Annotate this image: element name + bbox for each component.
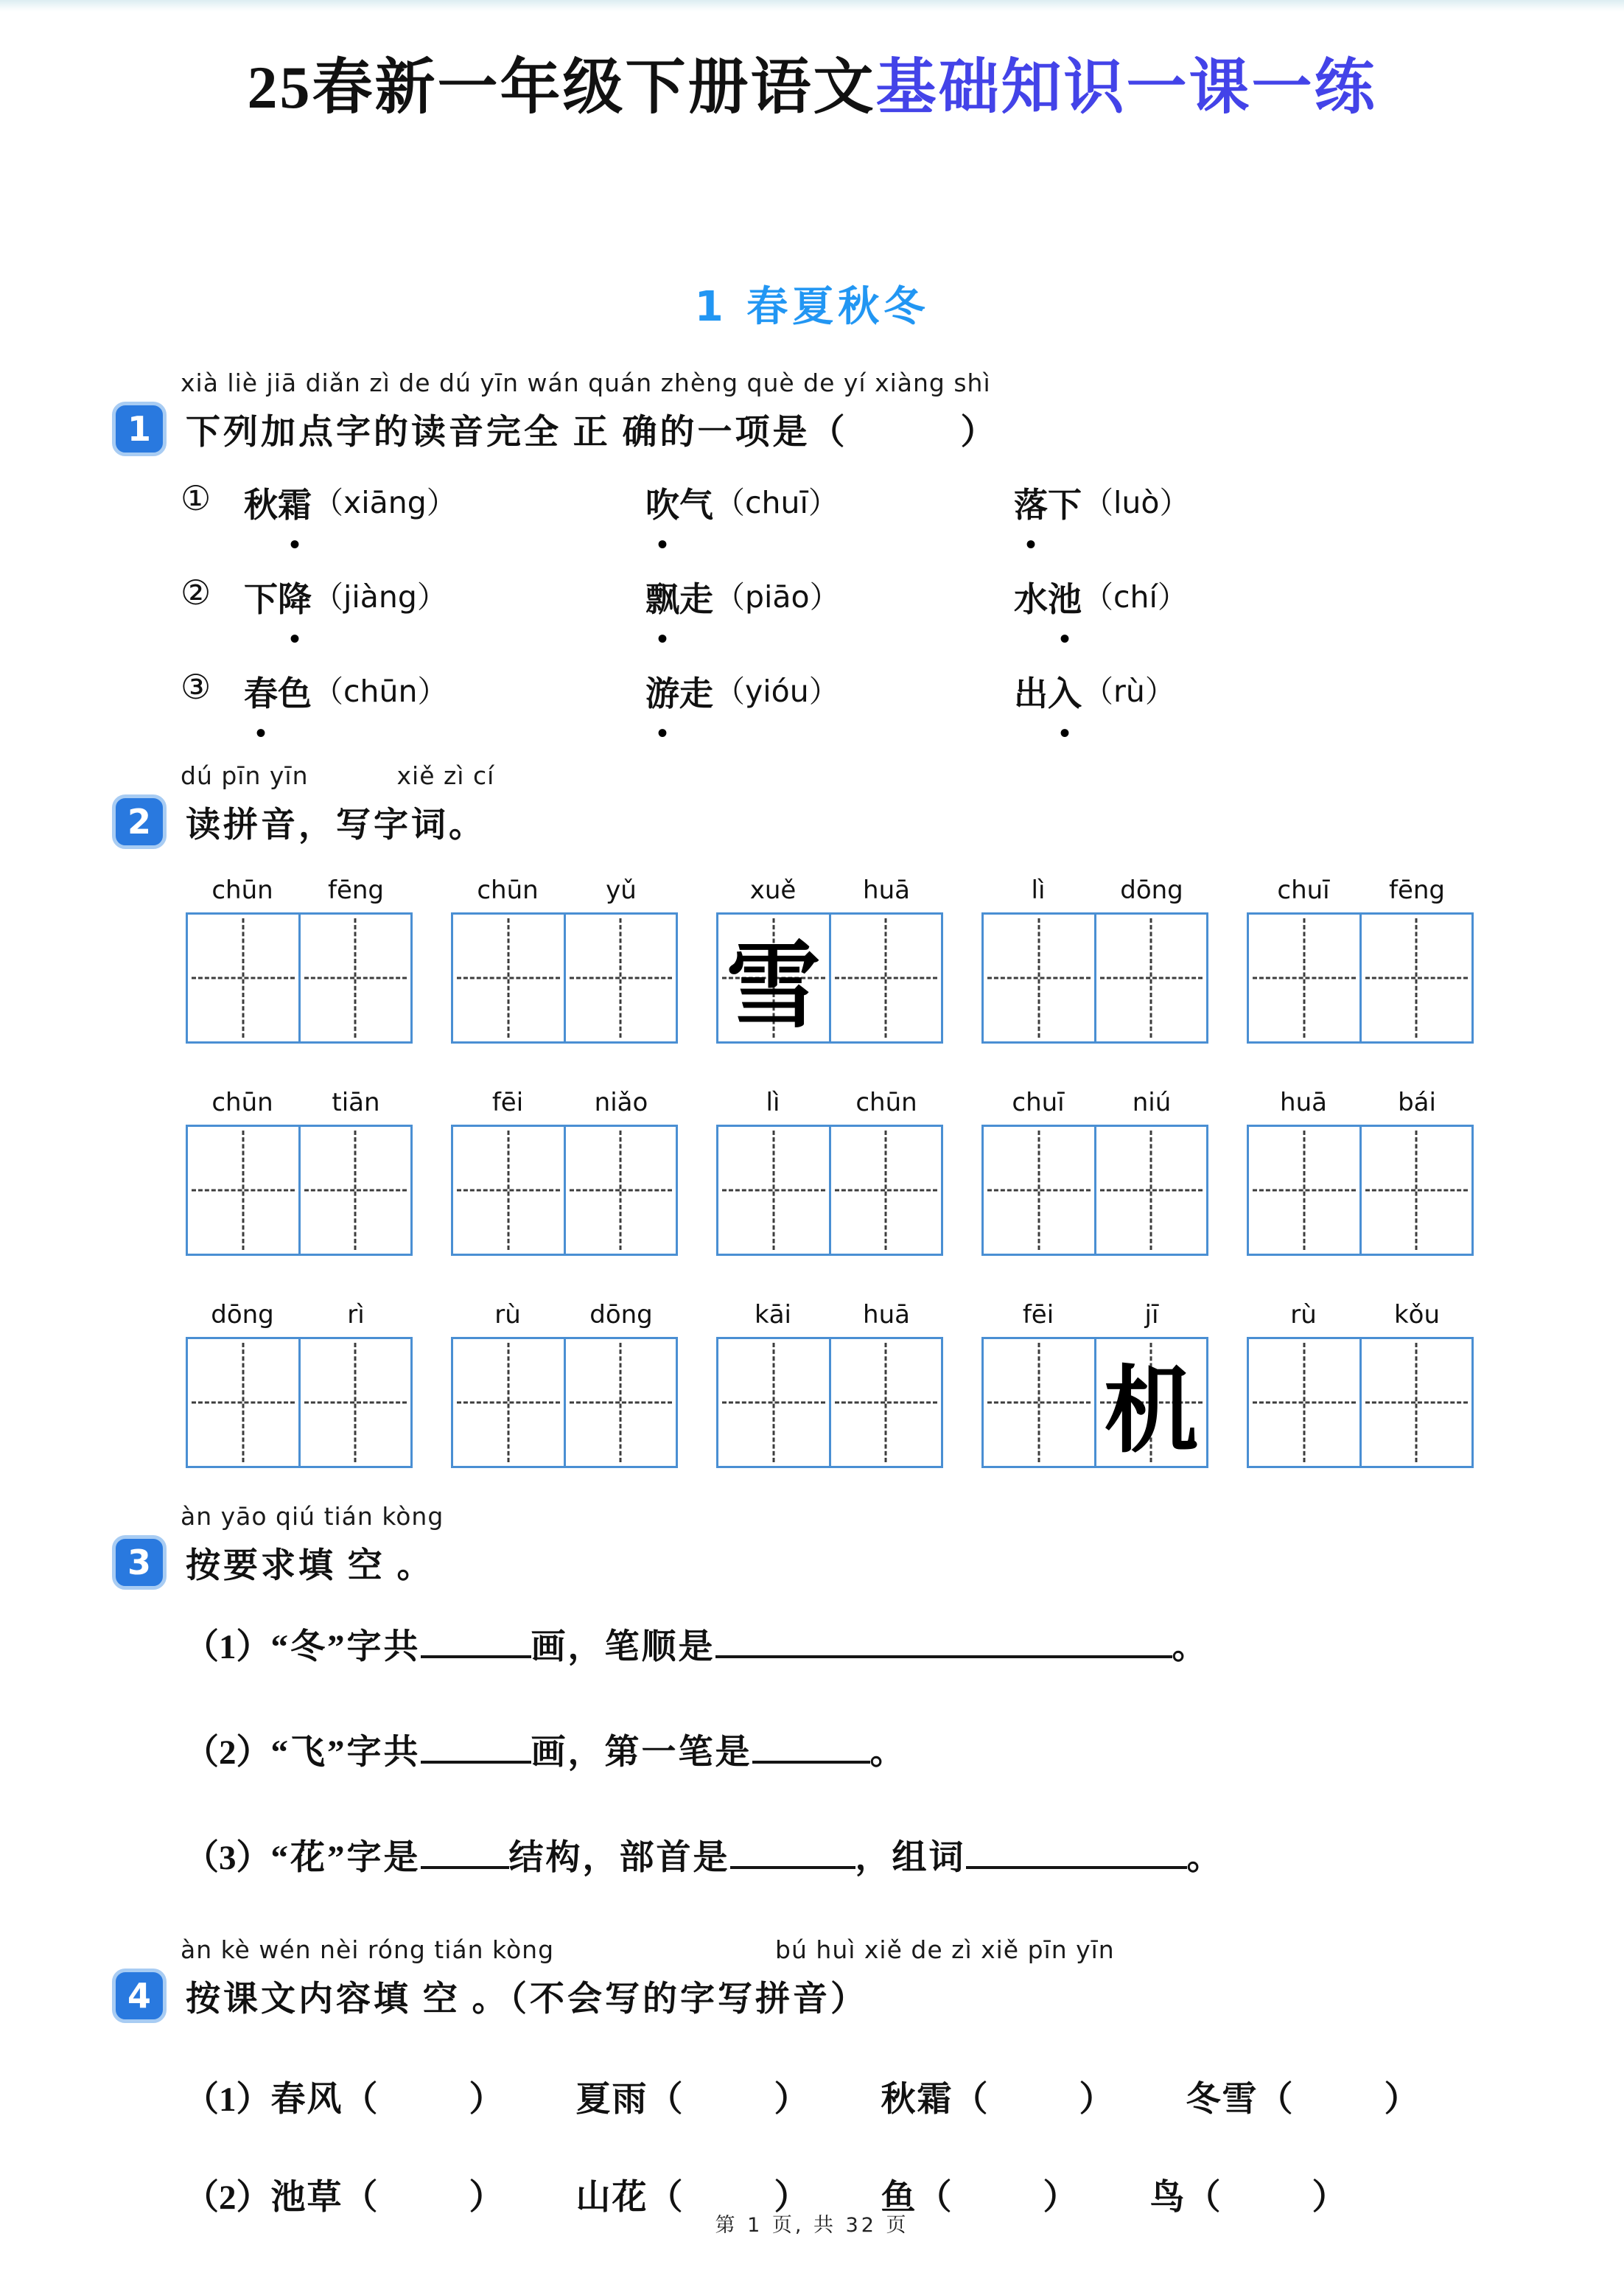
option-char: 游 • <box>645 667 679 716</box>
option-char: 走 <box>679 675 713 713</box>
grid-pinyin-labels <box>716 876 943 905</box>
option-pinyin: （piāo） <box>715 579 840 615</box>
q3-item-2 <box>184 1725 1624 1774</box>
option-pinyin: （jiàng） <box>313 579 447 615</box>
question-3 <box>0 1502 1624 1879</box>
pair-word: 秋霜 <box>881 2081 953 2120</box>
q1-option <box>645 573 1014 621</box>
option-char: 色 <box>278 675 312 713</box>
grid-pinyin-labels <box>1247 1300 1474 1330</box>
paren-open: （ <box>917 2179 953 2218</box>
writing-grid-box <box>1247 1088 1474 1256</box>
writing-cell <box>298 1127 411 1254</box>
writing-grid-box <box>716 1088 943 1256</box>
q1-option-row-3 <box>181 667 1624 716</box>
option-row-marker: ① <box>181 478 211 519</box>
paren-open: （ <box>648 2081 685 2120</box>
grid-pinyin-labels <box>186 1300 413 1330</box>
paren-close: ） <box>1384 2081 1421 2120</box>
item-marker: （3） <box>184 1839 271 1878</box>
paren-close: ） <box>1079 2081 1116 2120</box>
page-title <box>0 0 1624 121</box>
prewritten-char <box>1362 915 1472 1041</box>
prewritten-char <box>718 1127 829 1254</box>
grid-pinyin-labels <box>451 876 678 905</box>
prewritten-char <box>566 915 676 1041</box>
option-char: 气 <box>679 486 713 525</box>
lesson-title: 1 春夏秋冬 <box>694 283 930 332</box>
grid-pinyin-labels <box>451 1088 678 1117</box>
paren-close: ） <box>774 2179 811 2218</box>
scan-edge-strip <box>0 0 1624 12</box>
writing-cell <box>984 1127 1094 1254</box>
writing-grid-box <box>451 1300 678 1468</box>
writing-cell <box>1094 1127 1207 1254</box>
grid-pinyin: bái <box>1398 1088 1436 1118</box>
q3-question-text: 按要求填 空 。 <box>186 1546 435 1585</box>
writing-grid-box <box>1247 1300 1474 1468</box>
grid-pinyin-labels <box>981 876 1208 905</box>
item-text: 。 <box>869 1733 907 1772</box>
q2-pinyin <box>181 761 1624 790</box>
prewritten-char <box>1362 1339 1472 1466</box>
grid-pinyin: chūn <box>477 876 539 906</box>
grid-pinyin: kǒu <box>1393 1300 1441 1330</box>
prewritten-char <box>1249 915 1359 1041</box>
option-pinyin: （rù） <box>1083 674 1175 710</box>
writing-grid-box <box>981 1300 1208 1468</box>
writing-cell <box>188 915 298 1041</box>
question-2 <box>0 761 1624 1468</box>
option-pinyin: （chūn） <box>313 674 448 710</box>
prewritten-char <box>831 1127 942 1254</box>
writing-cell <box>1249 915 1359 1041</box>
q1-number-badge: 1 <box>112 402 167 456</box>
q1-option <box>645 478 1014 527</box>
writing-cell <box>564 915 676 1041</box>
writing-cell <box>1249 1127 1359 1254</box>
writing-grid-box <box>981 1088 1208 1256</box>
writing-cell <box>453 1339 564 1466</box>
item-text: 画，第一笔是 <box>531 1733 752 1772</box>
grid-pinyin: huā <box>863 876 910 906</box>
writing-cell <box>1094 915 1207 1041</box>
item-text: 画，笔顺是 <box>531 1628 715 1667</box>
writing-cell <box>298 1339 411 1466</box>
writing-grid-box <box>186 1300 413 1468</box>
grid-pinyin: dōng <box>589 1300 653 1330</box>
pair-word: 山花 <box>575 2179 648 2218</box>
q1-pinyin: xià liè jiā diǎn zì de dú yīn wán quán zhèng què de yí xiàng shì <box>181 368 991 398</box>
paren-close: ） <box>774 2081 811 2120</box>
q1-option <box>1014 478 1624 527</box>
grid-pinyin-labels <box>716 1300 943 1330</box>
writing-cell <box>298 915 411 1041</box>
grid-pinyin: tiān <box>332 1088 380 1118</box>
grid-pinyin: chūn <box>855 1088 917 1118</box>
q1-option-row-2 <box>181 573 1624 621</box>
option-char: 下 <box>1048 486 1082 525</box>
q3-pinyin: àn yāo qiú tián kòng <box>181 1502 444 1531</box>
writing-grid-box <box>186 876 413 1044</box>
fill-blank <box>421 1856 509 1869</box>
grid-pinyin: fēng <box>327 876 385 906</box>
grid-pinyin-labels <box>186 876 413 905</box>
fill-blank <box>421 1645 531 1658</box>
writing-cell <box>1359 915 1472 1041</box>
prewritten-char <box>1362 1127 1472 1254</box>
writing-grid-box <box>716 876 943 1044</box>
item-text: ，组词 <box>855 1839 966 1878</box>
writing-grid-box <box>716 1300 943 1468</box>
grid-pinyin: huā <box>1280 1088 1327 1118</box>
fill-pair <box>271 2072 505 2121</box>
item-text: 。 <box>1186 1839 1224 1878</box>
paren-open: （ <box>343 2081 379 2120</box>
grid-pinyin-labels <box>1247 1088 1474 1117</box>
prewritten-char <box>1096 915 1207 1041</box>
fill-pair <box>881 2072 1116 2121</box>
grid-pinyin: niǎo <box>594 1088 648 1118</box>
writing-grid-box <box>451 876 678 1044</box>
grid-pinyin: chūn <box>211 876 273 906</box>
prewritten-char: 雪 <box>726 935 821 1040</box>
q1-option <box>244 478 645 527</box>
q1-option-row-1 <box>181 478 1624 527</box>
q1-option <box>645 667 1014 716</box>
writing-cell <box>1359 1127 1472 1254</box>
prewritten-char <box>453 1127 564 1254</box>
item-text: 结构，部首是 <box>508 1839 730 1878</box>
grid-pinyin: rù <box>1290 1300 1317 1330</box>
item-text: 。 <box>1172 1628 1209 1667</box>
pair-word: 冬雪 <box>1186 2081 1259 2120</box>
grid-pinyin-labels <box>981 1300 1208 1330</box>
paren-open: （ <box>953 2081 990 2120</box>
option-char: 春 • <box>244 667 278 716</box>
pair-word: 夏雨 <box>575 2081 648 2120</box>
fill-pair <box>576 2072 811 2121</box>
prewritten-char <box>188 1127 298 1254</box>
option-pinyin: （luò） <box>1083 485 1190 521</box>
fill-blank <box>966 1856 1187 1869</box>
page-title-blue: 基础知识一课一练 <box>875 54 1377 121</box>
prewritten-char <box>718 1339 829 1466</box>
paren-close: ） <box>469 2179 505 2218</box>
item-text: “飞”字共 <box>270 1733 421 1772</box>
writing-cell <box>564 1339 676 1466</box>
option-char: 落 • <box>1014 478 1048 527</box>
q1-option <box>1014 573 1624 621</box>
grid-pinyin: lì <box>766 1088 780 1118</box>
option-row-marker: ② <box>181 573 211 613</box>
writing-cell <box>1359 1339 1472 1466</box>
prewritten-char <box>188 1339 298 1466</box>
grid-pinyin: fēi <box>1022 1300 1054 1330</box>
grid-pinyin: chuī <box>1277 876 1330 906</box>
writing-grid-box <box>1247 876 1474 1044</box>
prewritten-char <box>301 1339 411 1466</box>
option-row-marker: ③ <box>181 667 211 708</box>
writing-cell <box>718 1339 829 1466</box>
writing-cell <box>984 915 1094 1041</box>
q1-options <box>181 478 1624 716</box>
option-char: 飘 • <box>645 573 679 621</box>
grid-pinyin-labels <box>716 1088 943 1117</box>
q4-pinyin-part2: bú huì xiě de zì xiě pīn yīn <box>775 1935 1115 1965</box>
prewritten-char <box>984 1127 1094 1254</box>
fill-pair <box>1186 2072 1421 2121</box>
q1-option <box>244 667 645 716</box>
option-char: 走 <box>679 581 713 619</box>
option-pinyin: （chí） <box>1083 579 1188 615</box>
prewritten-char <box>1096 1127 1207 1254</box>
prewritten-char <box>1249 1127 1359 1254</box>
prewritten-char <box>984 1339 1094 1466</box>
grid-pinyin: dōng <box>211 1300 274 1330</box>
grid-pinyin-labels <box>451 1300 678 1330</box>
item-text: “花”字是 <box>270 1839 421 1878</box>
writing-cell <box>1249 1339 1359 1466</box>
option-char: 霜 • <box>278 478 312 527</box>
grid-pinyin: lì <box>1031 876 1046 906</box>
prewritten-char <box>301 1127 411 1254</box>
item-marker: （2） <box>184 2179 271 2218</box>
grid-pinyin: niú <box>1132 1088 1172 1118</box>
fill-blank <box>715 1645 1172 1658</box>
prewritten-char <box>188 915 298 1041</box>
q2-pinyin-part1: dú pīn yīn <box>181 761 309 791</box>
fill-blank <box>421 1750 531 1764</box>
grid-pinyin: xuě <box>749 876 797 906</box>
q2-pinyin-part2: xiě zì cí <box>396 761 495 791</box>
prewritten-char <box>831 915 942 1041</box>
q4-pinyin <box>181 1935 1624 1964</box>
grid-pinyin-labels <box>981 1088 1208 1117</box>
prewritten-char <box>831 1339 942 1466</box>
option-char: 吹 • <box>645 478 679 527</box>
grid-pinyin: dōng <box>1120 876 1183 906</box>
prewritten-char <box>984 915 1094 1041</box>
q4-pinyin-part1: àn kè wén nèi róng tián kòng <box>181 1935 555 1965</box>
page-title-black: 25春新一年级下册语文 <box>247 54 876 121</box>
writing-cell <box>1094 1339 1207 1466</box>
q1-option <box>244 573 645 621</box>
prewritten-char <box>566 1127 676 1254</box>
prewritten-char <box>566 1339 676 1466</box>
grid-pinyin: rù <box>494 1300 521 1330</box>
option-pinyin: （chuī） <box>715 485 839 521</box>
option-char: 水 <box>1014 581 1048 619</box>
paren-close: ） <box>469 2081 505 2120</box>
paren-open: （ <box>343 2179 379 2218</box>
grid-pinyin: yǔ <box>606 876 637 906</box>
option-char: 降 • <box>278 573 312 621</box>
pair-word: 池草 <box>270 2179 343 2218</box>
q4-line-1 <box>184 2072 1624 2121</box>
option-char: 入 • <box>1048 667 1082 716</box>
q3-item-1 <box>184 1619 1624 1669</box>
writing-cell <box>453 1127 564 1254</box>
grid-pinyin-labels <box>186 1088 413 1117</box>
page-footer: 第 1 页, 共 32 页 <box>715 2214 909 2237</box>
option-char: 下 <box>244 581 278 619</box>
writing-cell <box>984 1339 1094 1466</box>
item-text: “冬”字共 <box>270 1628 421 1667</box>
q2-question-text: 读拼音，写字词。 <box>186 806 486 845</box>
grid-pinyin-labels <box>1247 876 1474 905</box>
prewritten-char: 机 <box>1104 1359 1199 1464</box>
item-marker: （1） <box>184 2081 271 2120</box>
q4-question-text: 按课文内容填 空 。（不会写的字写拼音） <box>186 1980 868 2019</box>
grid-pinyin: jī <box>1144 1300 1159 1330</box>
item-marker: （2） <box>184 1733 271 1772</box>
question-1 <box>0 368 1624 716</box>
writing-grid-box <box>981 876 1208 1044</box>
paren-open: （ <box>648 2179 685 2218</box>
prewritten-char <box>1249 1339 1359 1466</box>
writing-cell <box>453 915 564 1041</box>
option-pinyin: （yióu） <box>715 674 839 710</box>
pair-word: 春风 <box>270 2081 343 2120</box>
writing-cell <box>188 1127 298 1254</box>
fill-blank <box>752 1750 870 1764</box>
paren-close: ） <box>1043 2179 1079 2218</box>
writing-cell <box>718 915 829 1041</box>
prewritten-char <box>301 915 411 1041</box>
writing-cell <box>718 1127 829 1254</box>
question-4 <box>0 1935 1624 2219</box>
prewritten-char <box>453 915 564 1041</box>
option-char: 出 <box>1014 675 1048 713</box>
q3-number-badge: 3 <box>112 1535 167 1590</box>
paren-open: （ <box>1186 2179 1222 2218</box>
grid-pinyin: chūn <box>211 1088 273 1118</box>
grid-pinyin: rì <box>347 1300 365 1330</box>
writing-cell <box>829 915 942 1041</box>
writing-cell <box>829 1339 942 1466</box>
pair-word: 鸟 <box>1149 2179 1186 2218</box>
q1-question-text: 下列加点字的读音完全 正 确的一项是（ ） <box>186 413 998 452</box>
pair-word: 鱼 <box>881 2179 917 2218</box>
q3-item-3 <box>184 1830 1624 1879</box>
writing-cell <box>829 1127 942 1254</box>
item-marker: （1） <box>184 1628 271 1667</box>
prewritten-char <box>453 1339 564 1466</box>
grid-pinyin: chuī <box>1012 1088 1065 1118</box>
grid-pinyin: huā <box>863 1300 910 1330</box>
paren-open: （ <box>1258 2081 1295 2120</box>
writing-cell <box>188 1339 298 1466</box>
fill-blank <box>730 1856 855 1869</box>
q2-number-badge: 2 <box>112 794 167 849</box>
q4-number-badge: 4 <box>112 1969 167 2023</box>
option-char: 秋 <box>244 486 278 525</box>
writing-grid-box <box>451 1088 678 1256</box>
grid-pinyin: fēi <box>491 1088 524 1118</box>
q1-option <box>1014 667 1624 716</box>
writing-grid-box <box>186 1088 413 1256</box>
option-char: 池 • <box>1048 573 1082 621</box>
paren-close: ） <box>1312 2179 1348 2218</box>
writing-cell <box>564 1127 676 1254</box>
grid-pinyin: kāi <box>755 1300 791 1330</box>
option-pinyin: （xiāng） <box>313 485 457 521</box>
grid-pinyin: fēng <box>1388 876 1446 906</box>
